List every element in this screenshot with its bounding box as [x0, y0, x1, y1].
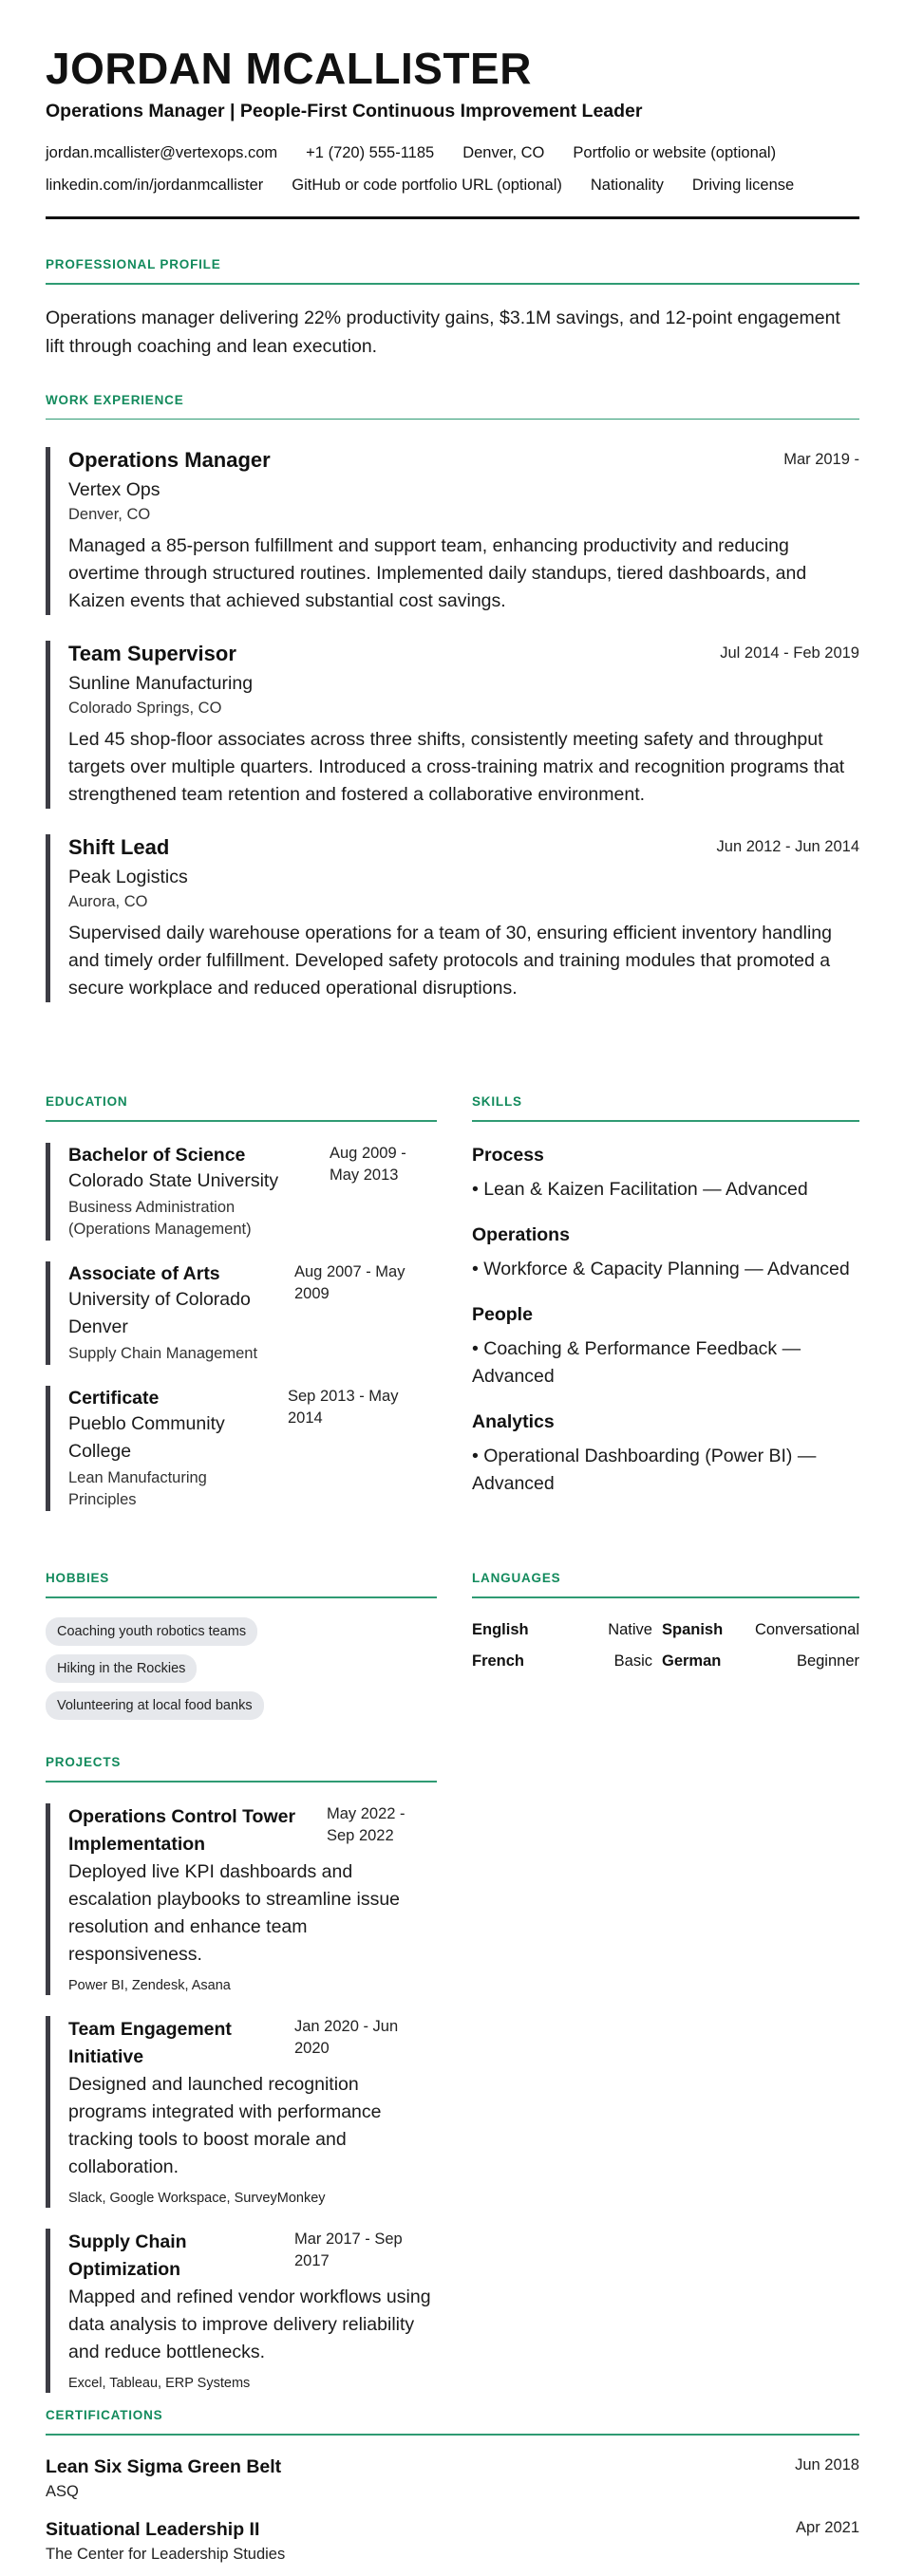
language-name: German: [662, 1652, 722, 1670]
contact-github[interactable]: GitHub or code portfolio URL (optional): [292, 177, 562, 194]
job-entry: [46, 834, 859, 1002]
job-title: Shift Lead: [68, 835, 170, 859]
section-divider: [46, 2434, 859, 2436]
hobby-list: [46, 1617, 437, 1720]
resume-header: [46, 0, 859, 219]
profile-section: [46, 257, 859, 361]
education-degree: Certificate: [68, 1387, 160, 1409]
education-degree: Bachelor of Science: [68, 1144, 246, 1166]
project-description: Deployed live KPI dashboards and escalation playbooks to streamline issue resolution and enhance team responsiveness.: [68, 1860, 401, 1965]
education-date: Sep 2013 - May 2014: [288, 1387, 399, 1427]
job-entry: [46, 447, 859, 615]
job-title: Team Supervisor: [68, 642, 236, 665]
project-date: Jan 2020 - Jun 2020: [294, 2017, 399, 2057]
language-level: Conversational: [754, 1620, 859, 1638]
languages-section-title: LANGUAGES: [472, 1571, 561, 1585]
education-entry: [46, 1386, 437, 1511]
skills-section-title: SKILLS: [472, 1094, 522, 1109]
certifications-section: [46, 2408, 859, 2565]
education-school: Colorado State University: [68, 1169, 279, 1191]
section-divider: [46, 283, 859, 285]
job-location: Colorado Springs, CO: [68, 700, 222, 717]
contact-list: [46, 142, 859, 196]
job-company: Sunline Manufacturing: [68, 673, 254, 694]
projects-section-title: PROJECTS: [46, 1755, 122, 1769]
skill-group: [472, 1143, 859, 1204]
language-level: Beginner: [796, 1652, 859, 1670]
hobby-chip: Coaching youth robotics teams: [46, 1617, 257, 1646]
project-description: Designed and launched recognition programs integrated with performance tracking tools to boost morale and collaboration.: [68, 2073, 382, 2177]
education-date: Aug 2007 - May 2009: [294, 1262, 405, 1302]
certification-entry: [46, 2517, 859, 2565]
skill-category: Process: [472, 1144, 544, 1166]
hobbies-section: [46, 1571, 437, 1720]
hobby-chip: Hiking in the Rockies: [46, 1654, 197, 1683]
job-description: Supervised daily warehouse operations for a team of 30, ensuring efficient inventory handling and timely order fulfillment. Developed safety protocols and training modules that promoted a secure workplace and reduced operational disruptions.: [68, 923, 832, 999]
certification-name: Lean Six Sigma Green Belt: [46, 2455, 282, 2477]
skill-category: People: [472, 1303, 533, 1325]
certification-date: Apr 2021: [796, 2518, 859, 2536]
job-date: Jul 2014 - Feb 2019: [720, 644, 859, 662]
project-date: May 2022 - Sep 2022: [327, 1804, 405, 1844]
experience-section: [46, 393, 859, 1003]
language-row: [472, 1651, 859, 1671]
skill-category: Operations: [472, 1223, 570, 1245]
certification-entry: [46, 2455, 859, 2502]
skill-item: • Workforce & Capacity Planning — Advanced: [472, 1258, 850, 1279]
education-field: Lean Manufacturing Principles: [68, 1468, 207, 1508]
education-field: Business Administration (Operations Management): [68, 1198, 252, 1238]
skill-item: • Operational Dashboarding (Power BI) — Advanced: [472, 1445, 817, 1494]
candidate-name: JORDAN MCALLISTER: [46, 44, 532, 93]
project-tech: Power BI, Zendesk, Asana: [68, 1977, 231, 1993]
job-description: Led 45 shop-floor associates across three shifts, consistently meeting safety and throughput targets over multiple quarters. Introduced a cross-training matrix and recognition programs that strengthened team retention and fostered a collaborative environment.: [68, 729, 845, 805]
project-description: Mapped and refined vendor workflows using data analysis to improve delivery reliability and reduce bottlenecks.: [68, 2286, 431, 2362]
contact-driving-license: Driving license: [691, 177, 795, 194]
job-company: Vertex Ops: [68, 479, 160, 500]
job-description: Managed a 85-person fulfillment and support team, enhancing productivity and reducing overtime through structured routines. Implemented daily standups, tiered dashboards, and Kaizen events that achieved substantial cost savings.: [68, 535, 807, 611]
education-date: Aug 2009 - May 2013: [330, 1144, 406, 1184]
language-name: Spanish: [662, 1620, 724, 1638]
section-divider: [472, 1120, 859, 1122]
section-divider: [472, 1596, 859, 1598]
language-level: Native: [608, 1620, 652, 1638]
project-entry: [46, 2016, 437, 2208]
education-school: Pueblo Community College: [68, 1412, 225, 1462]
project-tech: Slack, Google Workspace, SurveyMonkey: [68, 2190, 326, 2206]
education-degree: Associate of Arts: [68, 1262, 220, 1284]
section-divider: [46, 1781, 437, 1783]
section-divider: [46, 419, 859, 420]
certification-issuer: The Center for Leadership Studies: [46, 2545, 286, 2563]
project-title: Supply Chain Optimization: [68, 2231, 187, 2280]
skill-group: [472, 1409, 859, 1498]
education-section-title: EDUCATION: [46, 1094, 128, 1109]
section-divider: [46, 1120, 437, 1122]
certification-name: Situational Leadership II: [46, 2518, 260, 2540]
hobby-chip: Volunteering at local food banks: [46, 1691, 264, 1720]
contact-nationality: Nationality: [590, 177, 664, 194]
job-entry: [46, 641, 859, 809]
education-entry: [46, 1261, 437, 1365]
job-location: Aurora, CO: [68, 893, 148, 910]
skill-item: • Coaching & Performance Feedback — Advanced: [472, 1337, 801, 1387]
project-date: Mar 2017 - Sep 2017: [294, 2230, 403, 2269]
education-school: University of Colorado Denver: [68, 1288, 251, 1337]
certification-issuer: ASQ: [46, 2482, 79, 2500]
language-name: French: [472, 1652, 525, 1670]
contact-portfolio[interactable]: Portfolio or website (optional): [573, 144, 777, 161]
skill-group: [472, 1223, 859, 1283]
education-entry: [46, 1143, 437, 1241]
hobbies-section-title: HOBBIES: [46, 1571, 110, 1585]
project-entry: [46, 2229, 437, 2393]
header-divider: [46, 216, 859, 219]
candidate-headline: Operations Manager | People-First Continuous Improvement Leader: [46, 101, 643, 121]
profile-section-title: PROFESSIONAL PROFILE: [46, 257, 221, 271]
certifications-section-title: CERTIFICATIONS: [46, 2408, 163, 2422]
languages-section: [472, 1571, 859, 1671]
job-date: Mar 2019 -: [783, 451, 859, 468]
contact-linkedin[interactable]: linkedin.com/in/jordanmcallister: [46, 177, 264, 194]
job-company: Peak Logistics: [68, 867, 188, 887]
profile-summary: Operations manager delivering 22% productivity gains, $3.1M savings, and 12-point engagement lift through coaching and lean execution.: [46, 307, 840, 357]
skills-section: [472, 1094, 859, 1498]
project-title: Operations Control Tower Implementation: [68, 1805, 296, 1855]
project-title: Team Engagement Initiative: [68, 2018, 232, 2067]
experience-section-title: WORK EXPERIENCE: [46, 392, 184, 407]
section-divider: [46, 1596, 437, 1598]
projects-section: [46, 1755, 437, 2393]
language-row: [472, 1619, 859, 1640]
job-location: Denver, CO: [68, 506, 151, 523]
project-tech: Excel, Tableau, ERP Systems: [68, 2375, 251, 2391]
contact-phone[interactable]: +1 (720) 555-1185: [306, 144, 435, 161]
skill-group: [472, 1302, 859, 1391]
language-name: English: [472, 1620, 529, 1638]
skill-category: Analytics: [472, 1410, 555, 1432]
education-field: Supply Chain Management: [68, 1344, 258, 1362]
education-section: [46, 1094, 437, 1511]
project-entry: [46, 1803, 437, 1995]
certification-date: Jun 2018: [795, 2455, 859, 2473]
job-title: Operations Manager: [68, 448, 271, 472]
language-level: Basic: [613, 1652, 652, 1670]
contact-email[interactable]: jordan.mcallister@vertexops.com: [46, 144, 278, 161]
job-date: Jun 2012 - Jun 2014: [716, 838, 859, 855]
skill-item: • Lean & Kaizen Facilitation — Advanced: [472, 1178, 808, 1200]
contact-location: Denver, CO: [462, 144, 545, 161]
